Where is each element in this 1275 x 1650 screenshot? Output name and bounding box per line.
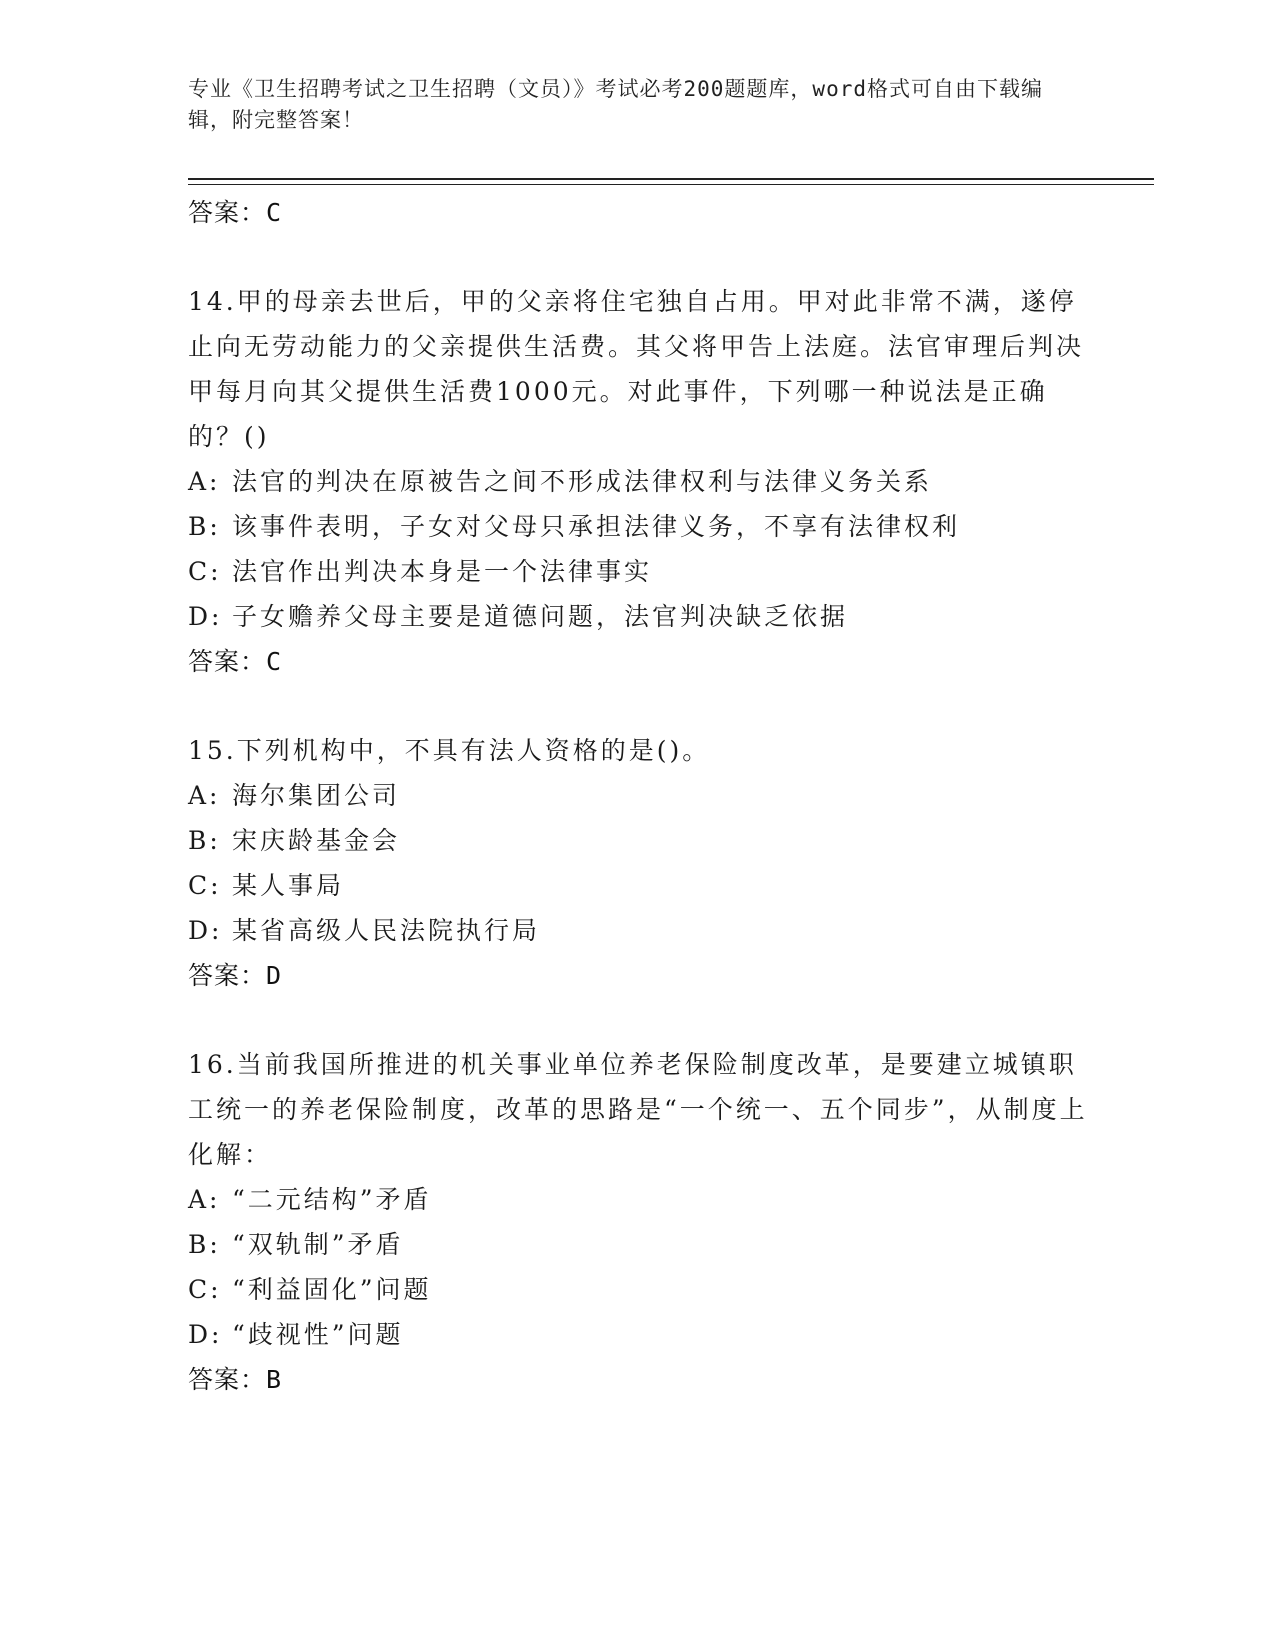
option-c bbox=[188, 549, 1088, 594]
option-key: A: bbox=[188, 781, 221, 810]
option-text: “二元结构”矛盾 bbox=[232, 1185, 432, 1214]
option-key: C: bbox=[188, 871, 222, 900]
option-text: 某人事局 bbox=[232, 871, 345, 900]
option-a bbox=[188, 459, 1088, 504]
option-c bbox=[188, 1267, 1088, 1312]
option-b bbox=[188, 504, 1088, 549]
question-stem: 14.甲的母亲去世后，甲的父亲将住宅独自占用。甲对此非常不满，遂停止向无劳动能力的父亲提供生活费。其父将甲告上法庭。法官审理后判决甲每月向其父提供生活费1000元。对此事件，下列哪一种说法是正确的？() bbox=[188, 287, 1085, 451]
document-header: 专业《卫生招聘考试之卫生招聘（文员）》考试必考200题题库，word格式可自由下载编辑，附完整答案！ bbox=[188, 77, 1043, 132]
option-key: A: bbox=[188, 1185, 221, 1214]
question-14 bbox=[188, 279, 1088, 684]
option-text: 子女赡养父母主要是道德问题，法官判决缺乏依据 bbox=[232, 602, 849, 631]
option-key: D: bbox=[188, 916, 223, 945]
option-a bbox=[188, 1177, 1088, 1222]
answer-line: 答案：D bbox=[188, 961, 283, 990]
option-key: C: bbox=[188, 1275, 222, 1304]
question-stem: 15.下列机构中，不具有法人资格的是()。 bbox=[188, 736, 711, 765]
option-text: “双轨制”矛盾 bbox=[232, 1230, 404, 1259]
option-key: B: bbox=[188, 512, 221, 541]
option-key: D: bbox=[188, 1320, 223, 1349]
option-a bbox=[188, 773, 1088, 818]
option-text: 法官的判决在原被告之间不形成法律权利与法律义务关系 bbox=[232, 467, 933, 496]
option-text: 某省高级人民法院执行局 bbox=[232, 916, 541, 945]
option-key: D: bbox=[188, 602, 223, 631]
option-key: B: bbox=[188, 1230, 221, 1259]
option-d bbox=[188, 908, 1088, 953]
option-text: 法官作出判决本身是一个法律事实 bbox=[232, 557, 653, 586]
document-content bbox=[188, 190, 1088, 1402]
option-text: 该事件表明，子女对父母只承担法律义务，不享有法律权利 bbox=[232, 512, 961, 541]
header-rule-thin bbox=[188, 184, 1154, 185]
question-16 bbox=[188, 1042, 1088, 1402]
option-key: C: bbox=[188, 557, 222, 586]
answer-line: 答案：B bbox=[188, 1365, 283, 1394]
option-text: “利益固化”问题 bbox=[232, 1275, 432, 1304]
option-b bbox=[188, 818, 1088, 863]
answer-line: 答案：C bbox=[188, 198, 283, 227]
question-15 bbox=[188, 728, 1088, 998]
option-text: 宋庆龄基金会 bbox=[232, 826, 401, 855]
option-d bbox=[188, 594, 1088, 639]
question-stem: 16.当前我国所推进的机关事业单位养老保险制度改革，是要建立城镇职工统一的养老保险制度，改革的思路是“一个统一、五个同步”，从制度上化解： bbox=[188, 1050, 1088, 1169]
option-text: “歧视性”问题 bbox=[232, 1320, 404, 1349]
option-key: B: bbox=[188, 826, 221, 855]
option-text: 海尔集团公司 bbox=[232, 781, 401, 810]
answer-line: 答案：C bbox=[188, 647, 283, 676]
option-key: A: bbox=[188, 467, 221, 496]
header-rule-thick bbox=[188, 178, 1154, 180]
option-b bbox=[188, 1222, 1088, 1267]
option-d bbox=[188, 1312, 1088, 1357]
option-c bbox=[188, 863, 1088, 908]
